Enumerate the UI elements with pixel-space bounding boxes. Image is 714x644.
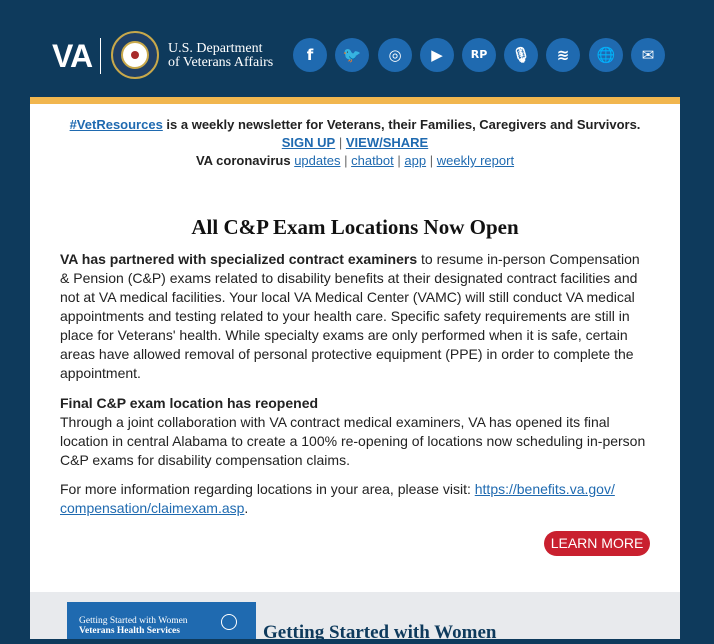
- intro-tagline: [30, 117, 680, 132]
- weekly-report-link[interactable]: weekly report: [436, 153, 515, 168]
- next-article-title[interactable]: Getting Started with Women: [263, 622, 497, 643]
- covid-prefix: VA coronavirus: [195, 153, 291, 168]
- dept-line-1: U.S. Department: [168, 41, 263, 56]
- subscribe-links: [30, 135, 680, 150]
- va-seal-small-icon: [221, 614, 237, 630]
- website-globe-icon[interactable]: 🌐: [589, 38, 623, 72]
- rp-icon[interactable]: RP: [462, 38, 496, 72]
- article-headline: All C&P Exam Locations Now Open: [191, 215, 519, 239]
- banner-line-2: Veterans Health Services: [79, 626, 180, 636]
- period: .: [244, 500, 249, 516]
- department-name: [168, 42, 273, 70]
- claim-exam-link-part2[interactable]: compensation/claimexam.asp: [60, 500, 245, 516]
- next-article-section: [30, 592, 680, 643]
- article-lead-paragraph: [60, 250, 652, 383]
- view-share-link[interactable]: VIEW/SHARE: [345, 135, 429, 150]
- facebook-icon[interactable]: f: [293, 38, 327, 72]
- instagram-icon[interactable]: ◎: [378, 38, 412, 72]
- coronavirus-links: [30, 153, 680, 168]
- podcast-icon[interactable]: 🎙: [504, 38, 538, 72]
- app-link[interactable]: app: [404, 153, 427, 168]
- va-logo[interactable]: VA: [52, 38, 93, 74]
- learn-more-button[interactable]: LEARN MORE: [544, 531, 650, 556]
- article-sub-body: Through a joint collaboration with VA contract medical examiners, VA has opened its final location in central Alabama to create a 100% re-opening of locations now scheduling in-person C&P exams for disability compensation claims.: [60, 414, 646, 468]
- newsletter-card: [30, 104, 680, 592]
- twitter-icon[interactable]: 🐦: [335, 38, 369, 72]
- chatbot-link[interactable]: chatbot: [351, 153, 394, 168]
- banner-line-1: Getting Started with Women: [79, 616, 188, 626]
- vetresources-link[interactable]: #VetResources: [69, 117, 163, 132]
- dept-line-2: of Veterans Affairs: [168, 55, 274, 70]
- gold-accent-bar: [30, 97, 680, 104]
- logo-divider: [100, 38, 101, 74]
- separator: |: [344, 153, 348, 168]
- va-seal-icon: [111, 31, 159, 79]
- lead-bold-text: VA has partnered with specialized contract examiners: [60, 251, 418, 267]
- tagline-text: is a weekly newsletter for Veterans, their Families, Caregivers and Survivors.: [162, 117, 641, 132]
- blog-rss-icon[interactable]: ≋: [546, 38, 580, 72]
- more-info-text: For more information regarding locations in your area, please visit:: [60, 481, 475, 497]
- separator: |: [429, 153, 434, 168]
- email-icon[interactable]: ✉: [631, 38, 665, 72]
- newsletter-header: [0, 0, 714, 97]
- youtube-icon[interactable]: ▶: [420, 38, 454, 72]
- more-info-paragraph: [60, 480, 652, 518]
- article-subheading: Final C&P exam location has reopened: [60, 395, 319, 411]
- separator: |: [338, 135, 343, 150]
- lead-body-text: to resume in-person Compensation & Pension (C&P) exams related to disability benefits at their designated contract facilities and not at VA medical facilities. Your local VA Medical Center (VAMC) will still conduct VA medical appointments and testing related to your health care. Specific safety requirements are still in place for Veterans' health. While specialty exams are only performed when it is safe, certain areas have allowed removal of personal protective equipment (PPE) in order to complete the appointment.: [60, 251, 640, 381]
- updates-link[interactable]: updates: [294, 153, 341, 168]
- claim-exam-link-part1[interactable]: https://benefits.va.gov/: [474, 481, 615, 497]
- separator: |: [397, 153, 401, 168]
- women-veterans-banner[interactable]: [67, 602, 256, 639]
- sign-up-link[interactable]: SIGN UP: [281, 135, 336, 150]
- banner-text: [79, 616, 188, 636]
